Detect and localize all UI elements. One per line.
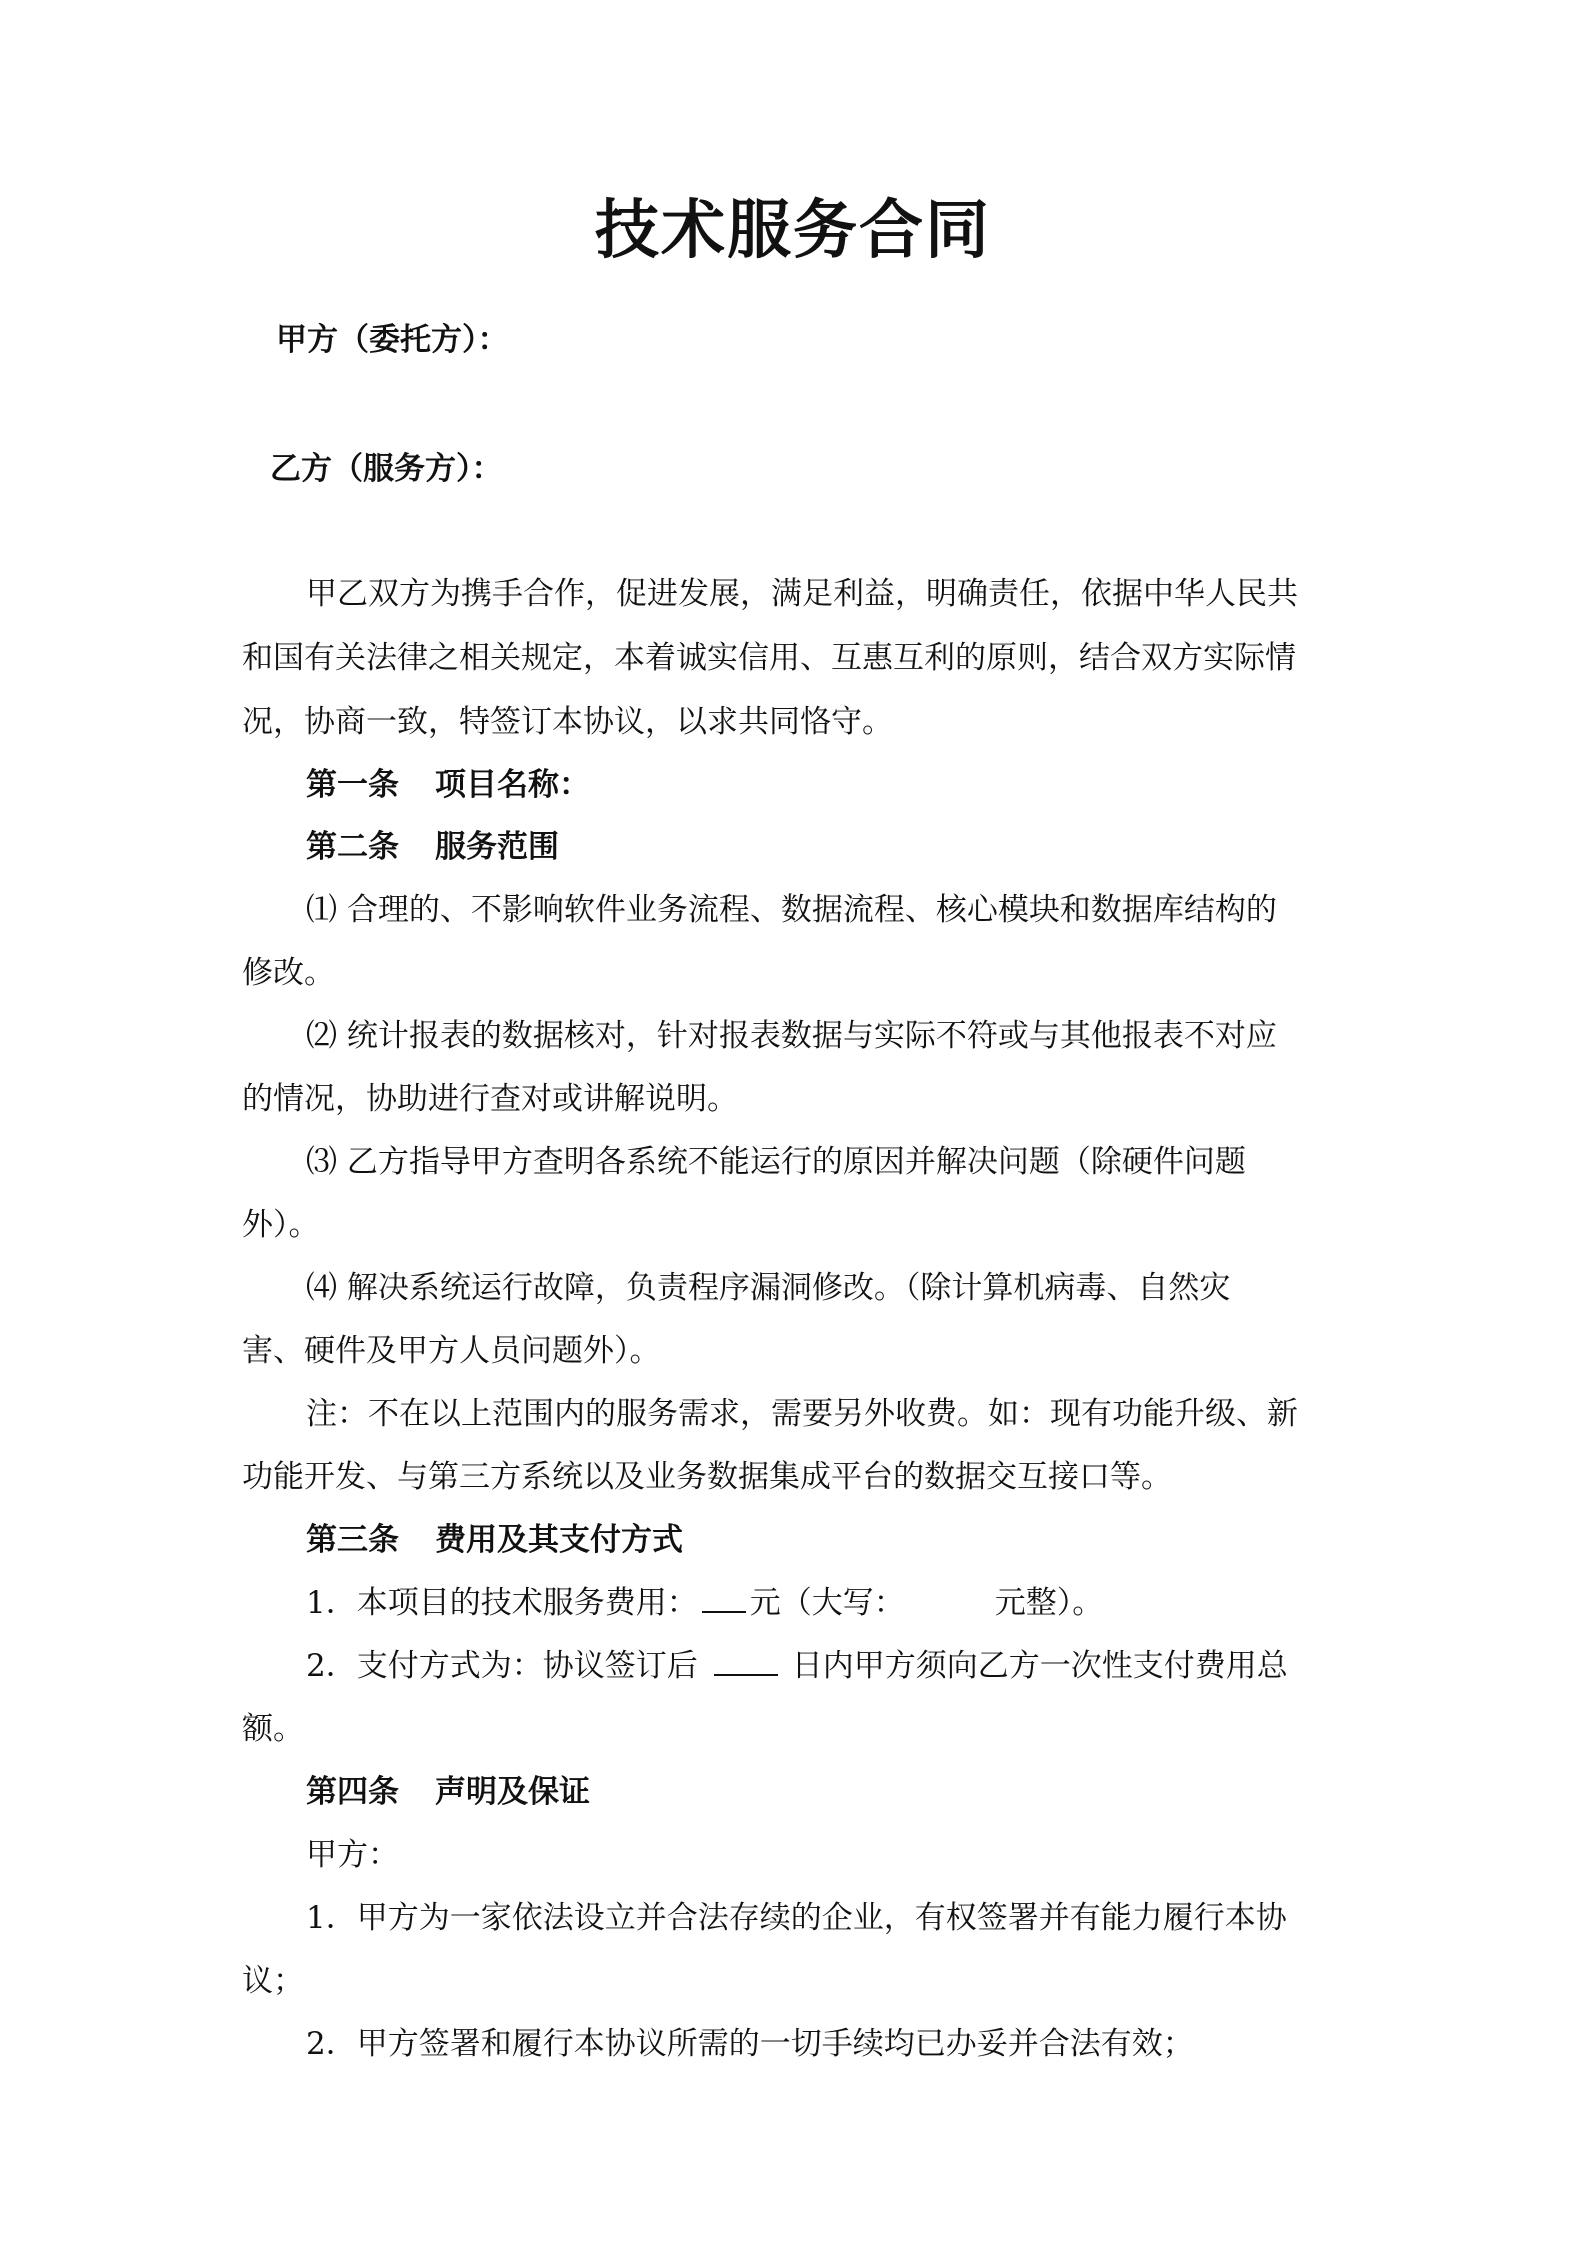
fee-label: 1．本项目的技术服务费用：: [306, 1585, 698, 1621]
scope-note-cont: 功能开发、与第三方系统以及业务数据集成平台的数据交互接口等。: [242, 1459, 1172, 1495]
scope-item-1-cont: 修改。: [242, 955, 335, 991]
declaration-2: 2．甲方签署和履行本协议所需的一切手续均已办妥并合法有效；: [306, 2026, 1194, 2062]
scope-item-4-cont: 害、硬件及甲方人员问题外）。: [242, 1333, 661, 1369]
page-title: 技术服务合同: [595, 193, 991, 268]
article-2-heading: [306, 825, 559, 869]
fee-amount-blank[interactable]: [702, 1581, 746, 1613]
party-b-label: 乙方（服务方）：: [270, 451, 503, 487]
party-a-declaration-label: 甲方：: [306, 1837, 399, 1873]
intro-line-1: 甲乙双方为携手合作，促进发展，满足利益，明确责任，依据中华人民共: [306, 576, 1298, 612]
fee-suffix: 元整）。: [994, 1585, 1104, 1621]
article-2-number: 第二条: [306, 829, 399, 865]
scope-item-4: ⑷ 解决系统运行故障，负责程序漏洞修改。（除计算机病毒、自然灾: [306, 1270, 1231, 1306]
article-1-heading: [306, 763, 590, 807]
intro-line-2: 和国有关法律之相关规定，本着诚实信用、互惠互利的原则，结合双方实际情: [242, 640, 1296, 676]
payment-label: 2．支付方式为：协议签订后: [306, 1648, 698, 1684]
article-3-number: 第三条: [306, 1522, 399, 1558]
payment-days-blank[interactable]: [714, 1644, 778, 1676]
article-4-number: 第四条: [306, 1774, 399, 1810]
article-3-title: 费用及其支付方式: [435, 1522, 683, 1558]
scope-item-1: ⑴ 合理的、不影响软件业务流程、数据流程、核心模块和数据库结构的: [306, 892, 1277, 928]
payment-text: 日内甲方须向乙方一次性支付费用总: [791, 1648, 1288, 1684]
article-1-title: 项目名称：: [435, 767, 590, 803]
declaration-1: 1．甲方为一家依法设立并合法存续的企业，有权签署并有能力履行本协: [306, 1900, 1287, 1936]
article-3-heading: [306, 1518, 683, 1562]
scope-item-2: ⑵ 统计报表的数据核对，针对报表数据与实际不符或与其他报表不对应: [306, 1018, 1277, 1054]
fee-uppercase-label: 元（大写：: [749, 1585, 905, 1621]
article-1-number: 第一条: [306, 767, 399, 803]
payment-line-cont: 额。: [242, 1711, 304, 1747]
scope-item-2-cont: 的情况，协助进行查对或讲解说明。: [242, 1081, 738, 1117]
party-a-label: 甲方（委托方）：: [276, 322, 509, 358]
intro-line-3: 况，协商一致，特签订本协议，以求共同恪守。: [242, 704, 893, 740]
scope-item-3-cont: 外）。: [242, 1207, 320, 1243]
article-2-title: 服务范围: [435, 829, 559, 865]
fee-line: [306, 1581, 1103, 1625]
scope-note: 注：不在以上范围内的服务需求，需要另外收费。如：现有功能升级、新: [306, 1396, 1298, 1432]
scope-item-3: ⑶ 乙方指导甲方查明各系统不能运行的原因并解决问题（除硬件问题: [306, 1144, 1246, 1180]
payment-line: [306, 1644, 1288, 1688]
article-4-title: 声明及保证: [435, 1774, 590, 1810]
declaration-1-cont: 议；: [242, 1963, 304, 1999]
article-4-heading: [306, 1770, 590, 1814]
